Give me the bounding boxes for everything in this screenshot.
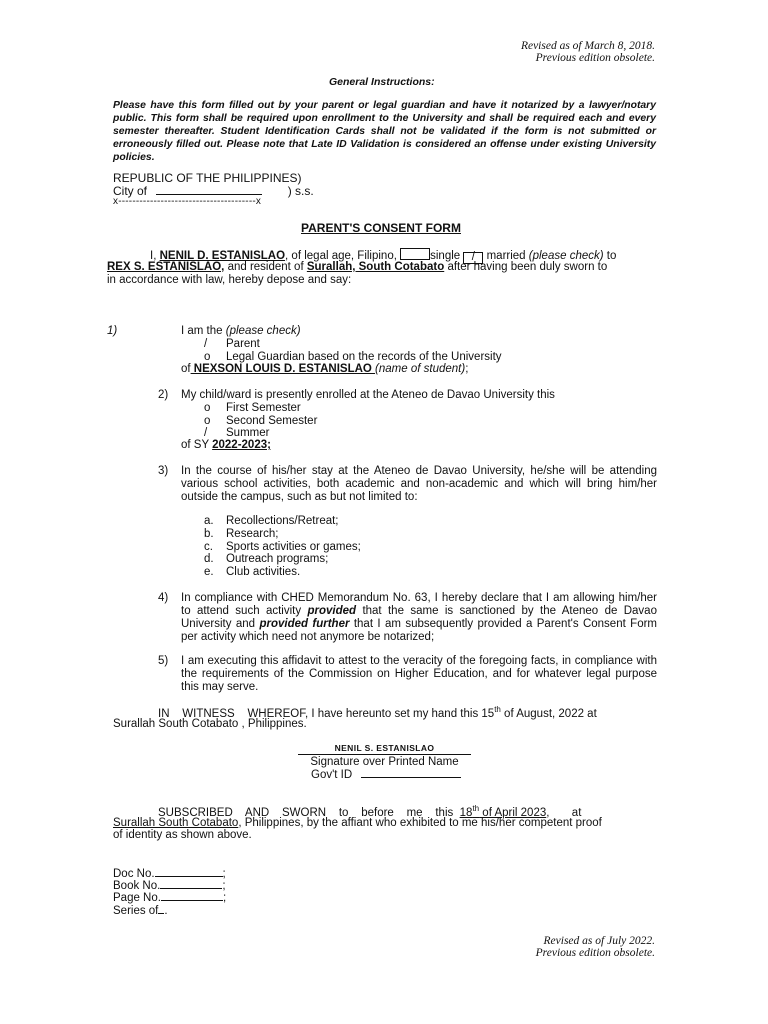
subscribed-line2-rest: , Philippines, by the affiant who exhibited to me his/her competent proof <box>238 817 602 829</box>
item2-opt1-label: First Semester <box>226 402 301 414</box>
subscribed-line-3: of identity as shown above. <box>113 829 252 841</box>
item1-semicolon: ; <box>465 363 469 375</box>
intro-line-3: in accordance with law, hereby depose and say: <box>107 274 352 286</box>
list-text: Research; <box>226 527 279 540</box>
item1-number: 1) <box>107 325 118 337</box>
doc-no-field <box>113 868 226 880</box>
revised-date-footer: Revised as of July 2022. <box>543 935 655 947</box>
intro-please-check: (please check) <box>528 250 604 262</box>
item5-number: 5) <box>158 655 169 667</box>
parent-name: NENIL D. ESTANISLAO <box>159 250 286 262</box>
item2-text: My child/ward is presently enrolled at the Ateneo de Davao University this <box>181 389 555 401</box>
list-letter: e. <box>204 566 214 579</box>
list-item <box>204 528 361 541</box>
item1-lead: I am the <box>181 325 223 337</box>
item1-opt2-label: Legal Guardian based on the records of the University <box>226 351 502 363</box>
form-title: PARENT'S CONSENT FORM <box>301 221 461 235</box>
obsolete-note-footer: Previous edition obsolete. <box>535 947 655 959</box>
list-item <box>204 553 361 566</box>
gov-id-label: Gov't ID <box>311 769 353 781</box>
list-text: Club activities. <box>226 566 301 579</box>
address: Surallah, South Cotabato <box>306 261 445 273</box>
doc-no-label: Doc No. <box>113 868 155 880</box>
witness-line-2: Surallah South Cotabato , Philippines. <box>113 718 307 730</box>
dash-line: x---------------------------------------x <box>113 196 262 207</box>
gov-id-line <box>311 769 461 781</box>
subscribed-month-year: of April 2023 <box>479 806 547 819</box>
intro-i: I, <box>150 250 157 262</box>
subscribed-place: Surallah South Cotabato <box>113 817 239 829</box>
instructions-body: Please have this form filled out by your parent or legal guardian and have it notarized by a lawyer/notary public. This form shall be required upon enrollment to the University and shall be required each and every semester thereafter. Student Identification Cards shall not be validated if the form is not submitted or erroneously filled out. Please note that Late ID Validation is considered an offense under existing University policies. <box>113 100 656 163</box>
item2-opt2-mark[interactable]: o <box>204 415 211 427</box>
item4-provided: provided <box>307 605 357 617</box>
witness-text-a: IN WITNESS WHEREOF, I have hereunto set my hand this 15 <box>158 707 495 720</box>
item2-opt1-mark[interactable]: o <box>204 402 211 414</box>
doc-no-suffix: ; <box>222 868 226 880</box>
list-letter: d. <box>204 553 214 566</box>
list-text: Sports activities or games; <box>226 540 361 553</box>
married-label: married <box>486 250 526 262</box>
item2-opt3-mark[interactable]: / <box>204 427 208 439</box>
item3-number: 3) <box>158 465 169 477</box>
list-item <box>204 566 361 579</box>
intro-resident-of: and resident of <box>227 261 304 273</box>
city-label: City of <box>113 184 148 198</box>
subscribed-at: , at <box>546 806 582 819</box>
book-no-label: Book No. <box>113 880 161 892</box>
item2-opt3-label: Summer <box>226 427 270 439</box>
series-field <box>113 905 168 917</box>
republic-line: REPUBLIC OF THE PHILIPPINES) <box>113 171 302 185</box>
item2-opt2-label: Second Semester <box>226 415 318 427</box>
intro-to: to <box>606 250 617 262</box>
spouse-name: REX S. ESTANISLAO, <box>107 261 225 273</box>
item2-number: 2) <box>158 389 169 401</box>
page-no-blank[interactable] <box>161 900 223 901</box>
single-checkbox[interactable] <box>400 248 430 260</box>
item3-list <box>204 515 361 579</box>
revised-date-header: Revised as of March 8, 2018. <box>520 40 655 52</box>
page-no-field <box>113 892 226 904</box>
item1-opt1-label: Parent <box>226 338 260 350</box>
obsolete-note-header: Previous edition obsolete. <box>535 52 655 64</box>
item4-part3: that I am subsequently provided a Parent's Consent Form per activity which need not anymore be notarized; <box>181 618 658 643</box>
item2-sy-line <box>181 439 271 451</box>
list-item <box>204 515 361 528</box>
list-text: Outreach programs; <box>226 553 329 566</box>
subscribed-sup: th <box>472 804 480 813</box>
item5-text: I am executing this affidavit to attest to the veracity of the foregoing facts, in compliance with the requirements of the Commission on Higher Education, and for whatever legal purpose this may serve. <box>181 655 657 693</box>
page-no-suffix: ; <box>222 892 227 904</box>
item1-opt1-mark[interactable]: / <box>204 338 208 350</box>
item4-text <box>181 592 657 644</box>
ss-label: ) s.s. <box>287 184 314 198</box>
signature-caption: Signature over Printed Name <box>310 756 459 768</box>
student-name: NEXSON LOUIS D. ESTANISLAO <box>190 363 376 375</box>
intro-sworn: after having been duly sworn to <box>447 261 608 273</box>
instructions-title: General Instructions: <box>329 76 435 88</box>
subscribed-line-2 <box>113 817 602 829</box>
subscribed-day: 18 <box>459 806 473 819</box>
book-no-suffix: ; <box>222 880 226 892</box>
item3-text: In the course of his/her stay at the Ateneo de Davao University, he/she will be attending various school activities, both academic and non-academic and which will bring him/her outside the campus, such as but not limited to: <box>181 465 657 503</box>
item4-provided-further: provided further <box>259 618 350 630</box>
item4-part1: In compliance with CHED Memorandum No. 63, I hereby declare that I am allowing him/her to attend such activity <box>181 592 657 617</box>
item1-student-line <box>181 363 468 375</box>
list-letter: a. <box>204 515 214 527</box>
married-checkbox-mark: / <box>471 251 475 263</box>
school-year: 2022-2023; <box>212 439 271 451</box>
list-letter: b. <box>204 527 214 540</box>
item1-of: of <box>181 363 191 375</box>
intro-legal-age: , of legal age, Filipino, <box>285 250 397 262</box>
item1-text <box>181 325 301 337</box>
item4-part2: that the same is sanctioned by the Ateneo de Davao University and <box>181 605 657 630</box>
list-item <box>204 541 361 554</box>
student-name-note: (name of student) <box>375 363 466 375</box>
item2-of-sy: of SY <box>181 439 209 451</box>
list-text: Recollections/Retreat; <box>226 515 339 527</box>
item1-opt2-mark[interactable]: o <box>204 351 211 363</box>
subscribed-text: SUBSCRIBED AND SWORN to before me this <box>158 806 454 819</box>
intro-line-2 <box>107 261 607 273</box>
series-label: Series of <box>113 905 159 917</box>
single-label: single <box>430 250 461 262</box>
witness-sup: th <box>494 705 501 714</box>
item4-number: 4) <box>158 592 169 604</box>
witness-text-b: of August, 2022 at <box>500 707 597 720</box>
city-blank <box>156 194 262 195</box>
series-suffix: . <box>164 905 168 917</box>
page-no-label: Page No. <box>113 892 161 904</box>
book-no-blank[interactable] <box>160 888 222 889</box>
doc-no-blank[interactable] <box>155 876 223 877</box>
item1-please-check: (please check) <box>225 325 301 337</box>
gov-id-blank[interactable] <box>361 777 461 778</box>
list-letter: c. <box>204 540 213 553</box>
book-no-field <box>113 880 226 892</box>
signature-printed-name: NENIL S. ESTANISLAO <box>298 743 471 755</box>
